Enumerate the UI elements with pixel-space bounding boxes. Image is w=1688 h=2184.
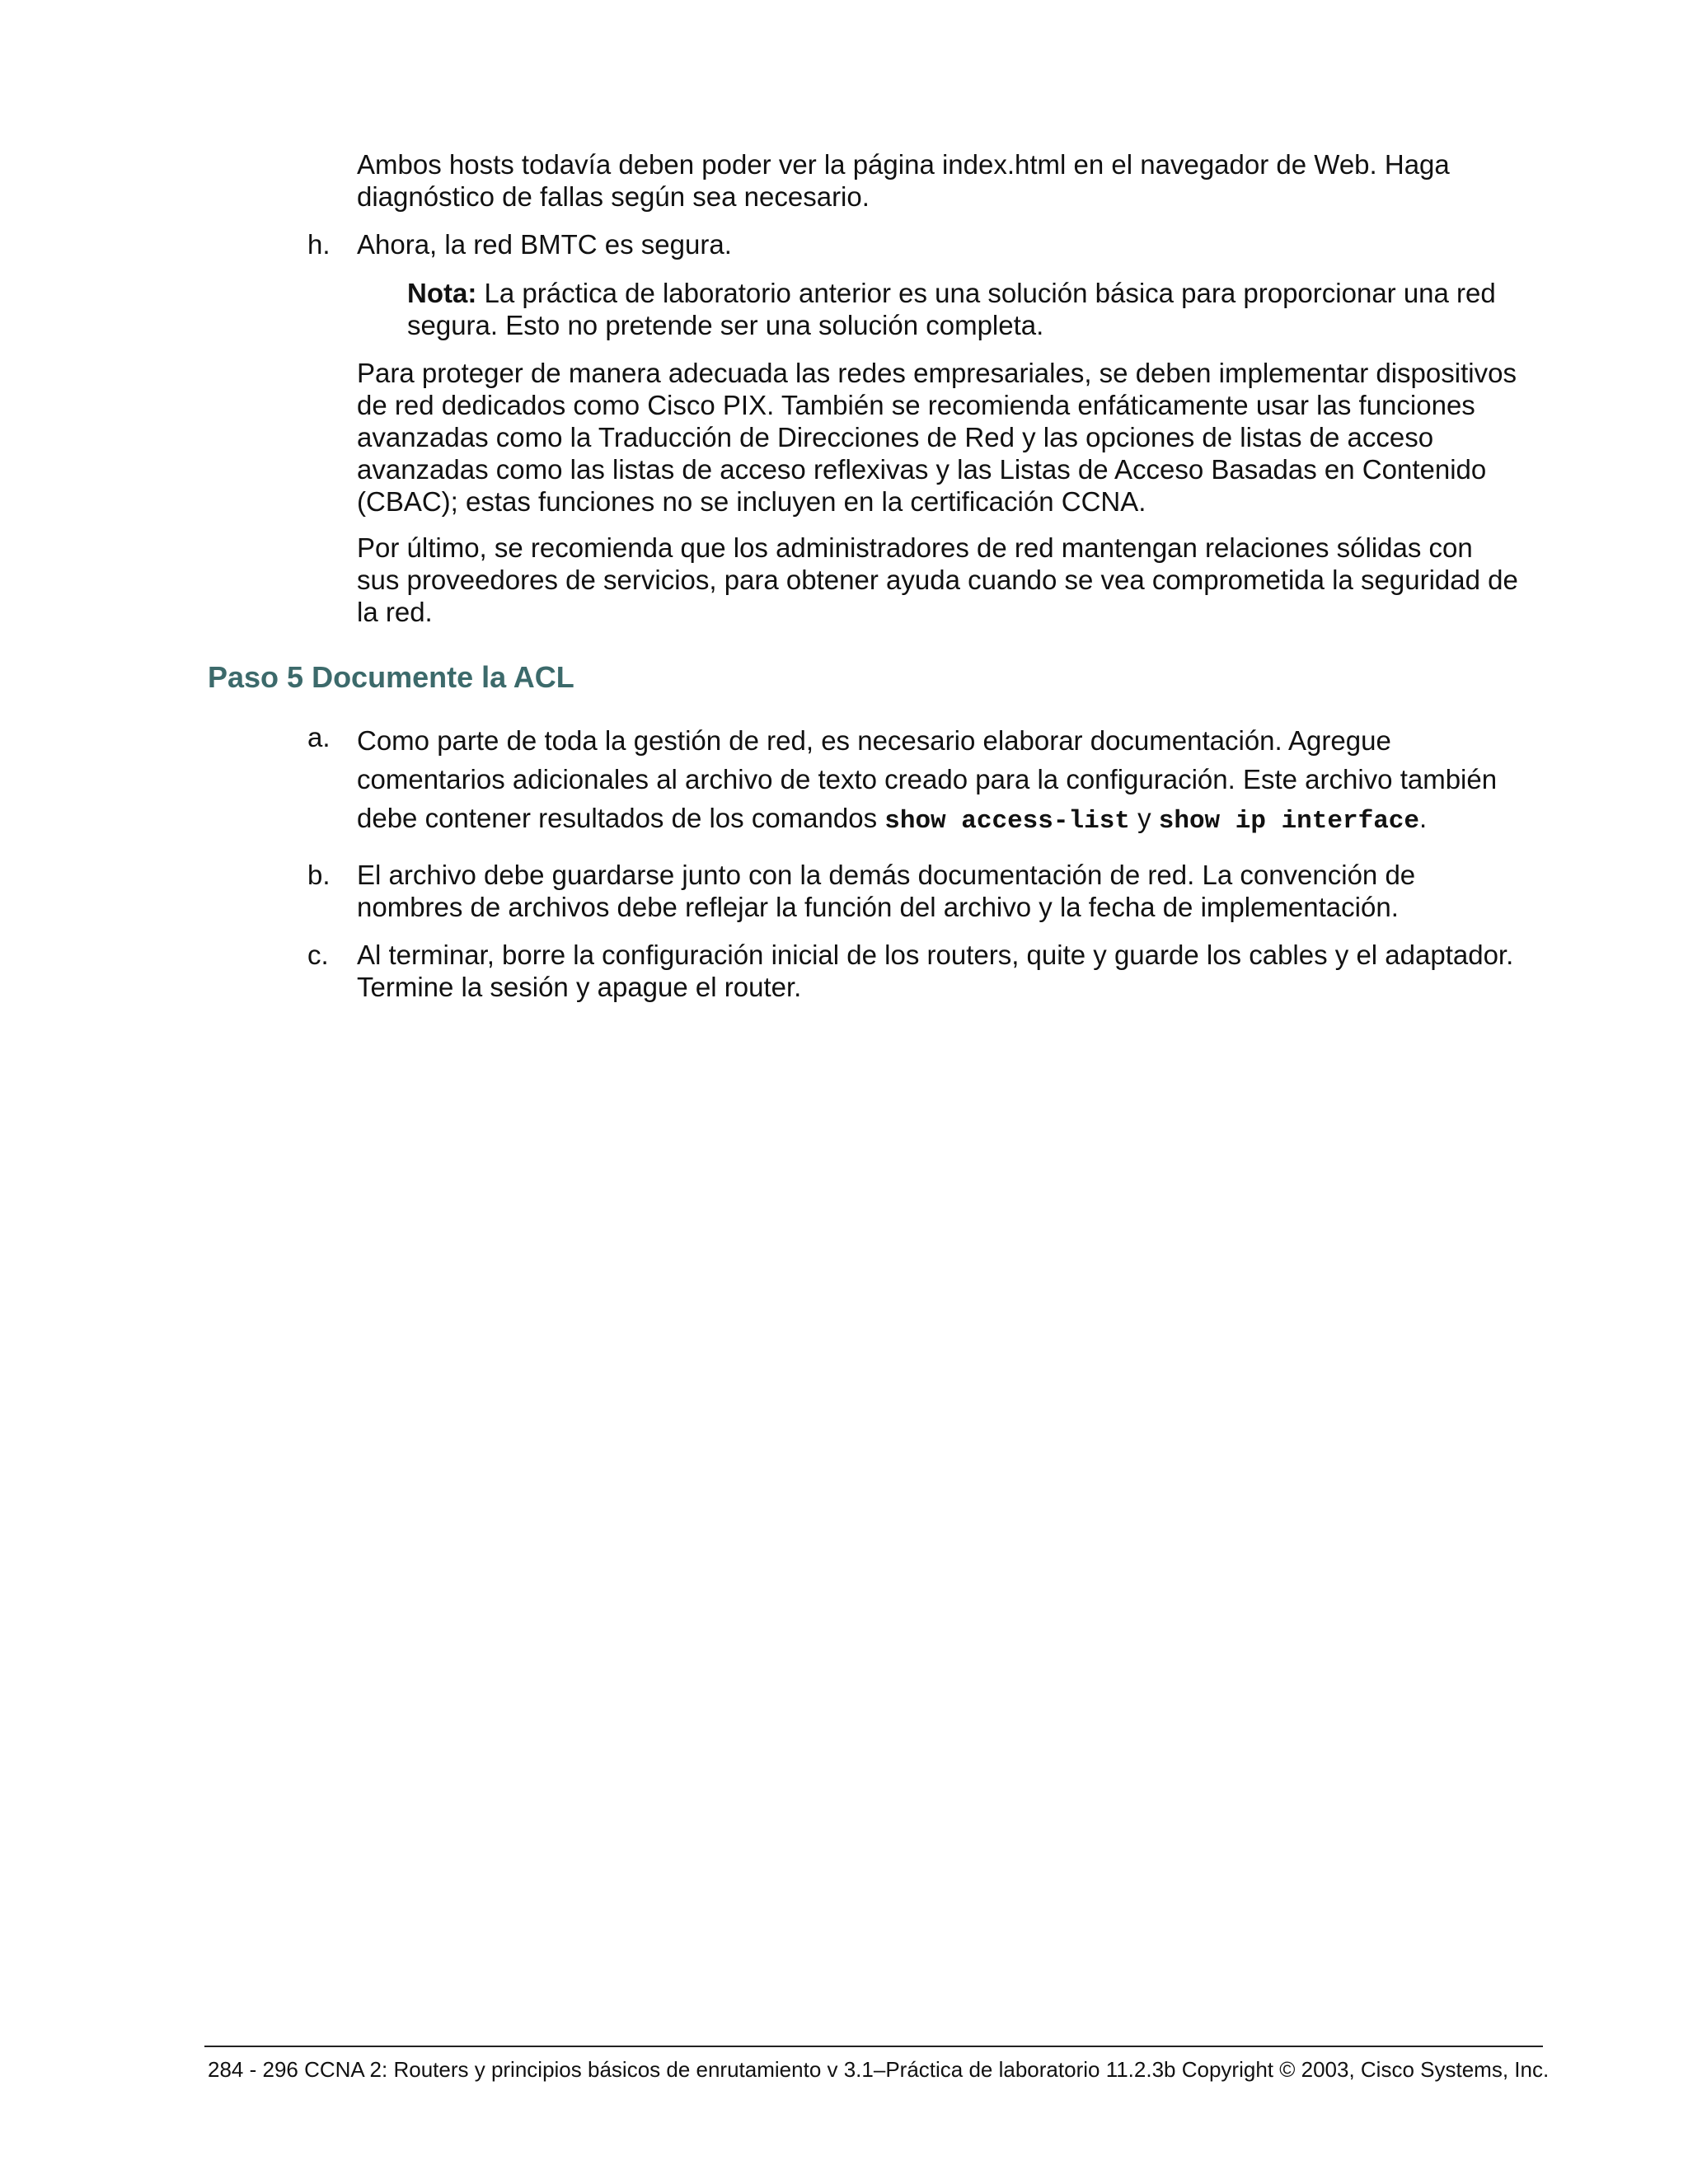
protection-line2: de red dedicados como Cisco PIX. También se recomienda enfáticamente usar las funciones — [357, 390, 1475, 420]
top-paragraph — [357, 148, 1544, 213]
final-line1: Por último, se recomienda que los administradores de red mantengan relaciones sólidas con — [357, 532, 1473, 563]
list-marker-a: a. — [307, 722, 331, 752]
item-b-line2: nombres de archivos debe reflejar la función del archivo y la fecha de implementación. — [357, 892, 1399, 922]
section-heading: Paso 5 Documente la ACL — [208, 660, 574, 694]
item-c-text — [357, 939, 1544, 1003]
protection-line3: avanzadas como la Traducción de Direcciones de Red y las opciones de listas de acceso — [357, 422, 1434, 452]
list-marker-h: h. — [307, 229, 331, 260]
final-paragraph — [357, 532, 1544, 628]
item-c-line1: Al terminar, borre la configuración inicial de los routers, quite y guarde los cables y el adaptador. — [357, 940, 1514, 970]
command-show-access-list: show access-list — [884, 807, 1130, 836]
list-marker-b: b. — [307, 860, 331, 890]
final-line2: sus proveedores de servicios, para obtener ayuda cuando se vea comprometida la seguridad de — [357, 565, 1518, 595]
item-b-text — [357, 859, 1544, 923]
note-line2: segura. Esto no pretende ser una solución completa. — [407, 310, 1044, 340]
note-paragraph — [407, 277, 1545, 341]
item-a-line2: comentarios adicionales al archivo de texto creado para la configuración. Este archivo también — [357, 764, 1498, 794]
top-paragraph-line2: diagnóstico de fallas según sea necesario. — [357, 181, 870, 212]
protection-line5: (CBAC); estas funciones no se incluyen en la certificación CCNA. — [357, 486, 1146, 517]
protection-line1: Para proteger de manera adecuada las redes empresariales, se deben implementar dispositivos — [357, 358, 1517, 388]
note-line1: La práctica de laboratorio anterior es una solución básica para proporcionar una red — [476, 278, 1496, 308]
item-a-text — [357, 721, 1544, 841]
item-b-line1: El archivo debe guardarse junto con la demás documentación de red. La convención de — [357, 860, 1416, 890]
note-label: Nota: — [407, 278, 477, 308]
item-a-line3-end: . — [1419, 803, 1428, 833]
footer-divider — [204, 2046, 1543, 2047]
protection-line4: avanzadas como las listas de acceso reflexivas y las Listas de Acceso Basadas en Contenido — [357, 454, 1487, 485]
final-line3: la red. — [357, 597, 433, 627]
item-a-line1: Como parte de toda la gestión de red, es necesario elaborar documentación. Agregue — [357, 725, 1391, 756]
item-h-text: Ahora, la red BMTC es segura. — [357, 229, 732, 260]
item-a-line3-mid: y — [1129, 803, 1159, 833]
protection-paragraph — [357, 357, 1544, 518]
list-marker-c: c. — [307, 940, 329, 970]
top-paragraph-line1: Ambos hosts todavía deben poder ver la página index.html en el navegador de Web. Haga — [357, 149, 1450, 180]
item-a-line3-pre: debe contener resultados de los comandos — [357, 803, 885, 833]
command-show-ip-interface: show ip interface — [1158, 807, 1420, 836]
item-c-line2: Termine la sesión y apague el router. — [357, 972, 802, 1002]
footer-copyright: 284 - 296 CCNA 2: Routers y principios básicos de enrutamiento v 3.1–Práctica de laboratorio 11.2.3b Copyright © 2003, Cisco Systems, Inc. — [208, 2057, 1550, 2082]
